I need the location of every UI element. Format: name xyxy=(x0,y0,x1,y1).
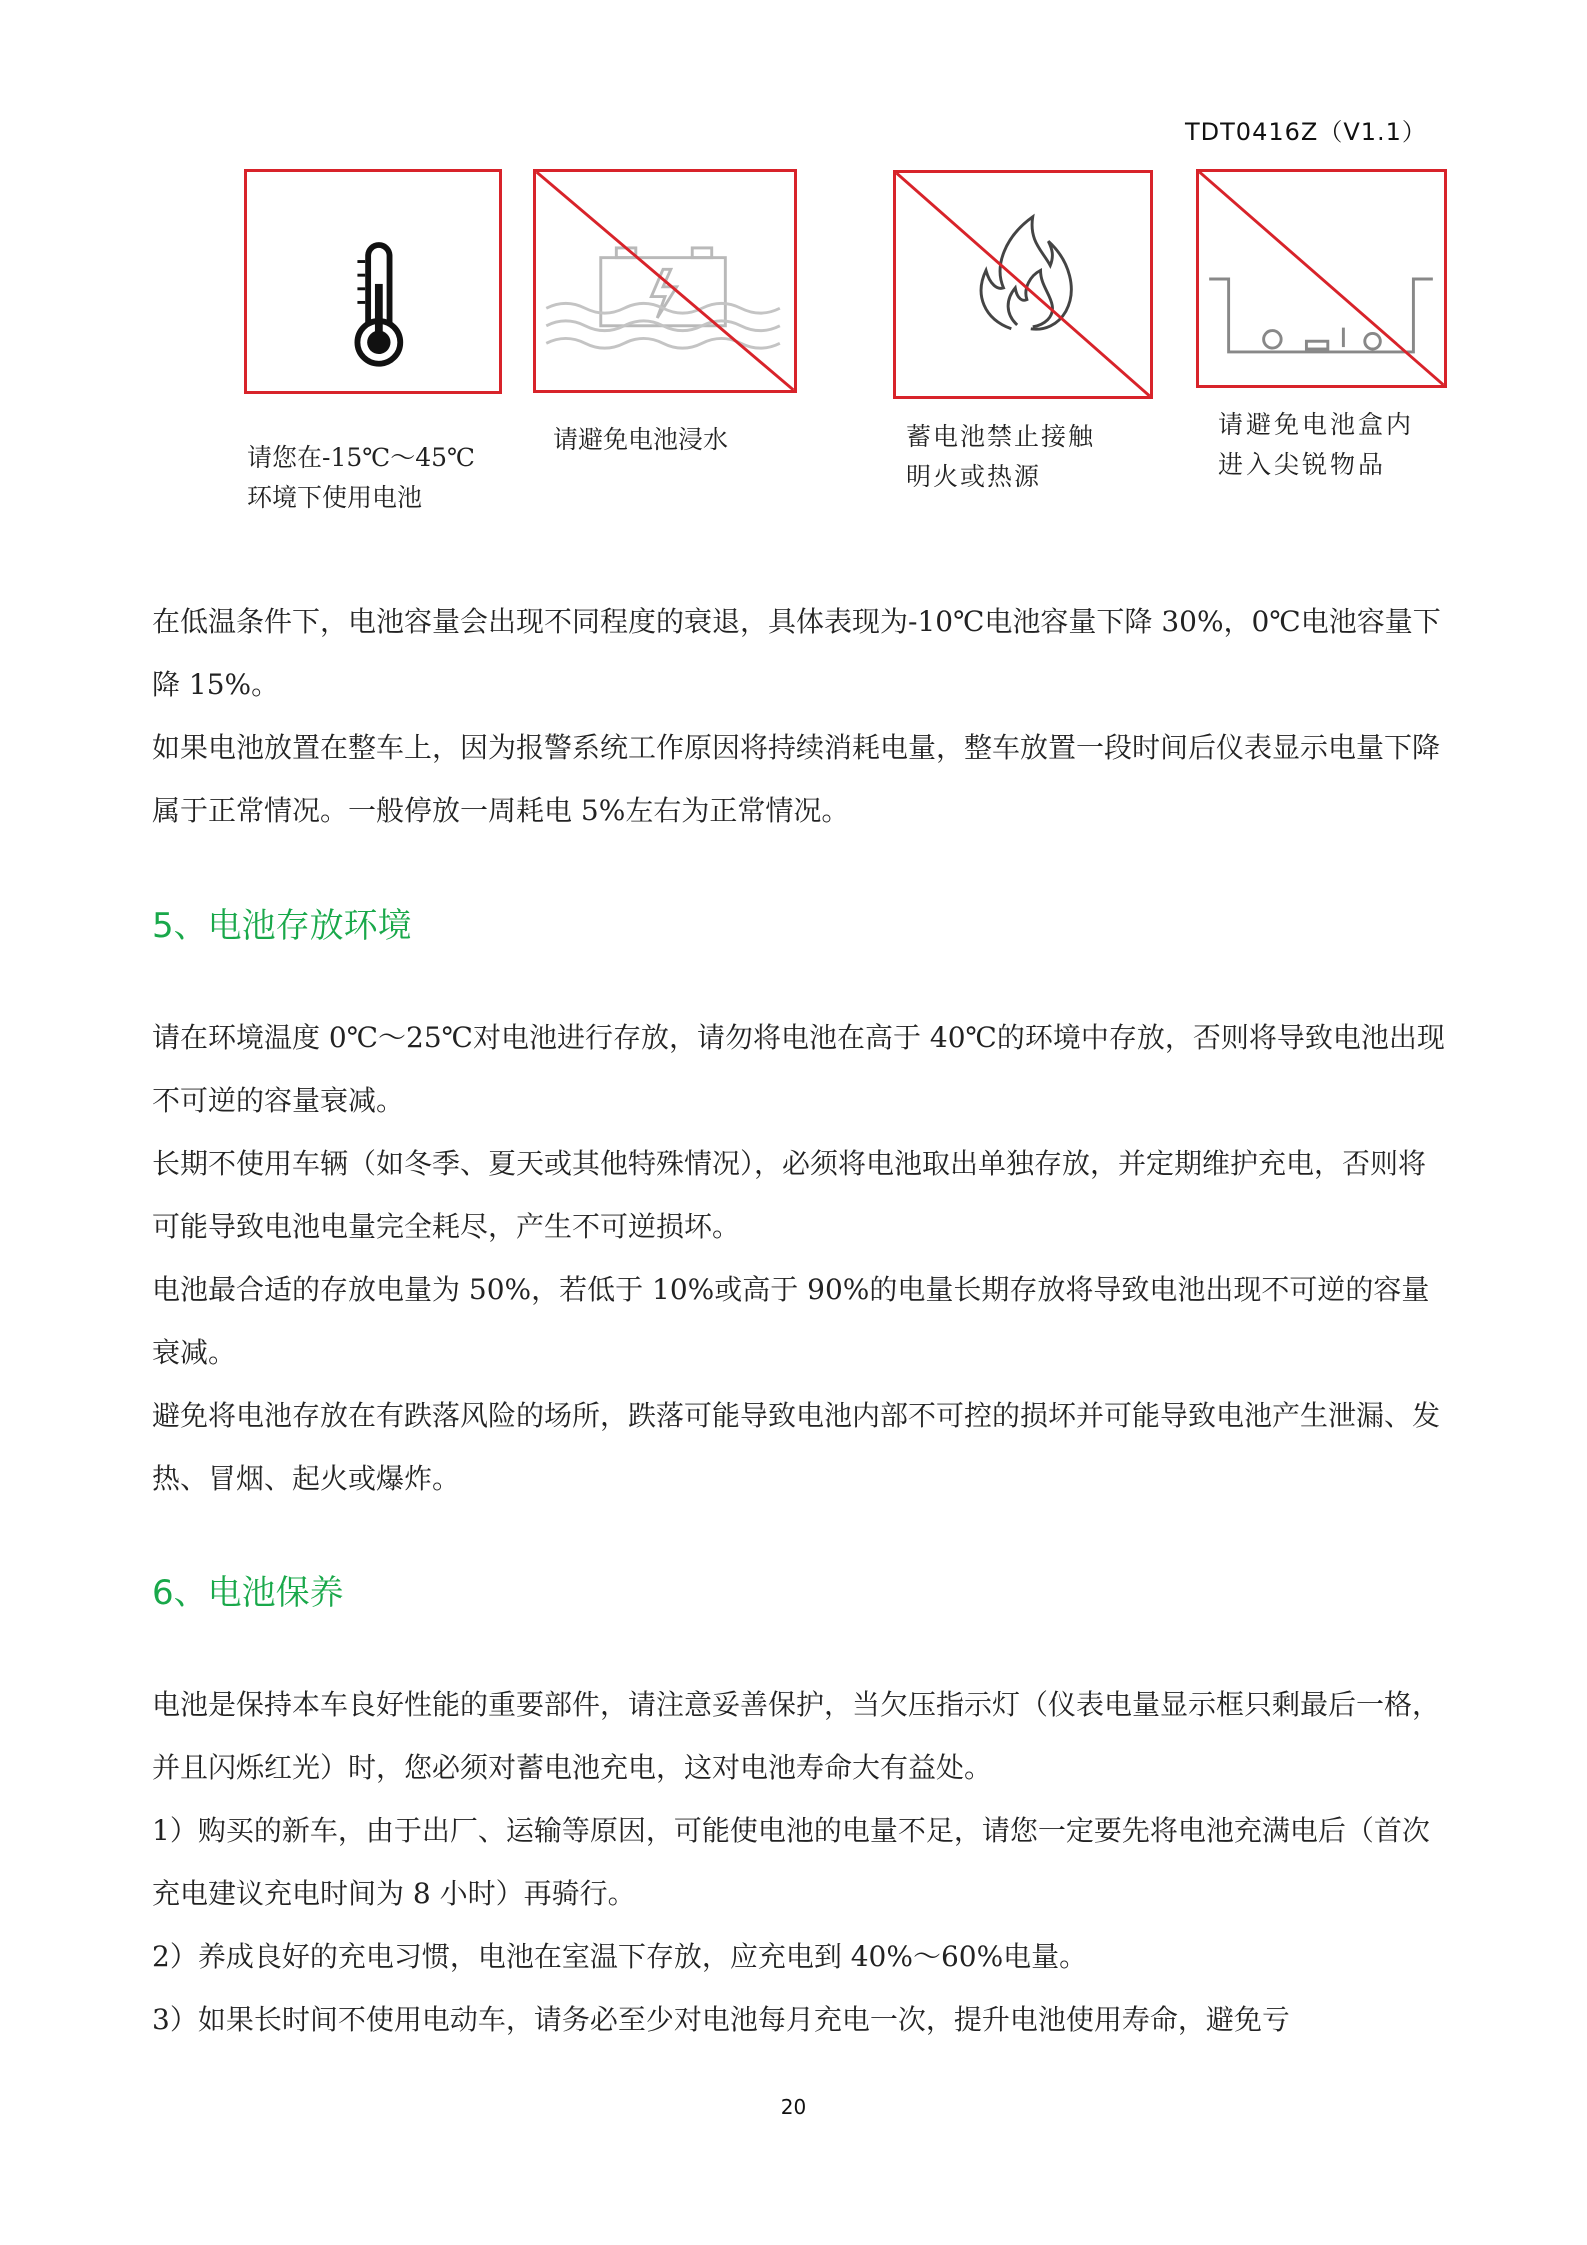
intro-paragraph: 如果电池放置在整车上，因为报警系统工作原因将持续消耗电量，整车放置一段时间后仪表显示电量下降属于正常情况。一般停放一周耗电 5%左右为正常情况。 xyxy=(152,731,1441,827)
flame-icon xyxy=(896,173,1150,396)
caption-line: 请您在-15℃～45℃ xyxy=(247,443,476,472)
warning-caption xyxy=(1218,405,1414,485)
thermometer-icon xyxy=(247,172,499,391)
section-paragraph: 2）养成良好的充电习惯，电池在室温下存放，应充电到 40%～60%电量。 xyxy=(152,1940,1088,1973)
section-paragraph: 长期不使用车辆（如冬季、夏天或其他特殊情况），必须将电池取出单独存放，并定期维护充电，否则将可能导致电池电量完全耗尽，产生不可逆损坏。 xyxy=(152,1147,1427,1243)
warning-water-box xyxy=(533,169,797,393)
document-code: TDT0416Z（V1.1） xyxy=(1185,118,1427,146)
warning-sharp-objects-box xyxy=(1196,169,1447,388)
section-heading: 5、电池存放环境 xyxy=(152,906,412,946)
section-paragraph: 请在环境温度 0℃～25℃对电池进行存放，请勿将电池在高于 40℃的环境中存放，否则将导致电池出现不可逆的容量衰减。 xyxy=(152,1021,1445,1117)
caption-line: 蓄电池禁止接触 xyxy=(906,422,1096,451)
warning-caption xyxy=(553,420,728,460)
warning-fire-box xyxy=(893,170,1153,399)
caption-line: 环境下使用电池 xyxy=(247,483,423,512)
battery-in-water-icon xyxy=(536,172,794,390)
battery-box-sharp-objects-icon xyxy=(1199,172,1444,385)
caption-line: 进入尖锐物品 xyxy=(1218,450,1387,479)
section-paragraph: 1）购买的新车，由于出厂、运输等原因，可能使电池的电量不足，请您一定要先将电池充满电后（首次充电建议充电时间为 8 小时）再骑行。 xyxy=(152,1814,1430,1910)
section-paragraph: 避免将电池存放在有跌落风险的场所，跌落可能导致电池内部不可控的损坏并可能导致电池产生泄漏、发热、冒烟、起火或爆炸。 xyxy=(152,1399,1441,1495)
caption-line: 请避免电池浸水 xyxy=(553,425,729,454)
section-paragraph: 电池最合适的存放电量为 50%，若低于 10%或高于 90%的电量长期存放将导致电池出现不可逆的容量衰减。 xyxy=(152,1273,1430,1369)
section-heading: 6、电池保养 xyxy=(152,1573,344,1613)
warning-caption xyxy=(906,417,1095,497)
page-number: 20 xyxy=(780,2095,807,2119)
section-paragraph: 3）如果长时间不使用电动车，请务必至少对电池每月充电一次，提升电池使用寿命，避免亏 xyxy=(152,2003,1290,2036)
caption-line: 请避免电池盒内 xyxy=(1218,410,1415,439)
caption-line: 明火或热源 xyxy=(906,462,1042,491)
warning-caption xyxy=(247,438,475,518)
warning-temperature-box xyxy=(244,169,502,394)
intro-paragraph: 在低温条件下，电池容量会出现不同程度的衰退，具体表现为-10℃电池容量下降 30%，0℃电池容量下降 15%。 xyxy=(152,605,1441,701)
section-paragraph: 电池是保持本车良好性能的重要部件，请注意妥善保护，当欠压指示灯（仪表电量显示框只剩最后一格，并且闪烁红光）时，您必须对蓄电池充电，这对电池寿命大有益处。 xyxy=(152,1688,1441,1784)
